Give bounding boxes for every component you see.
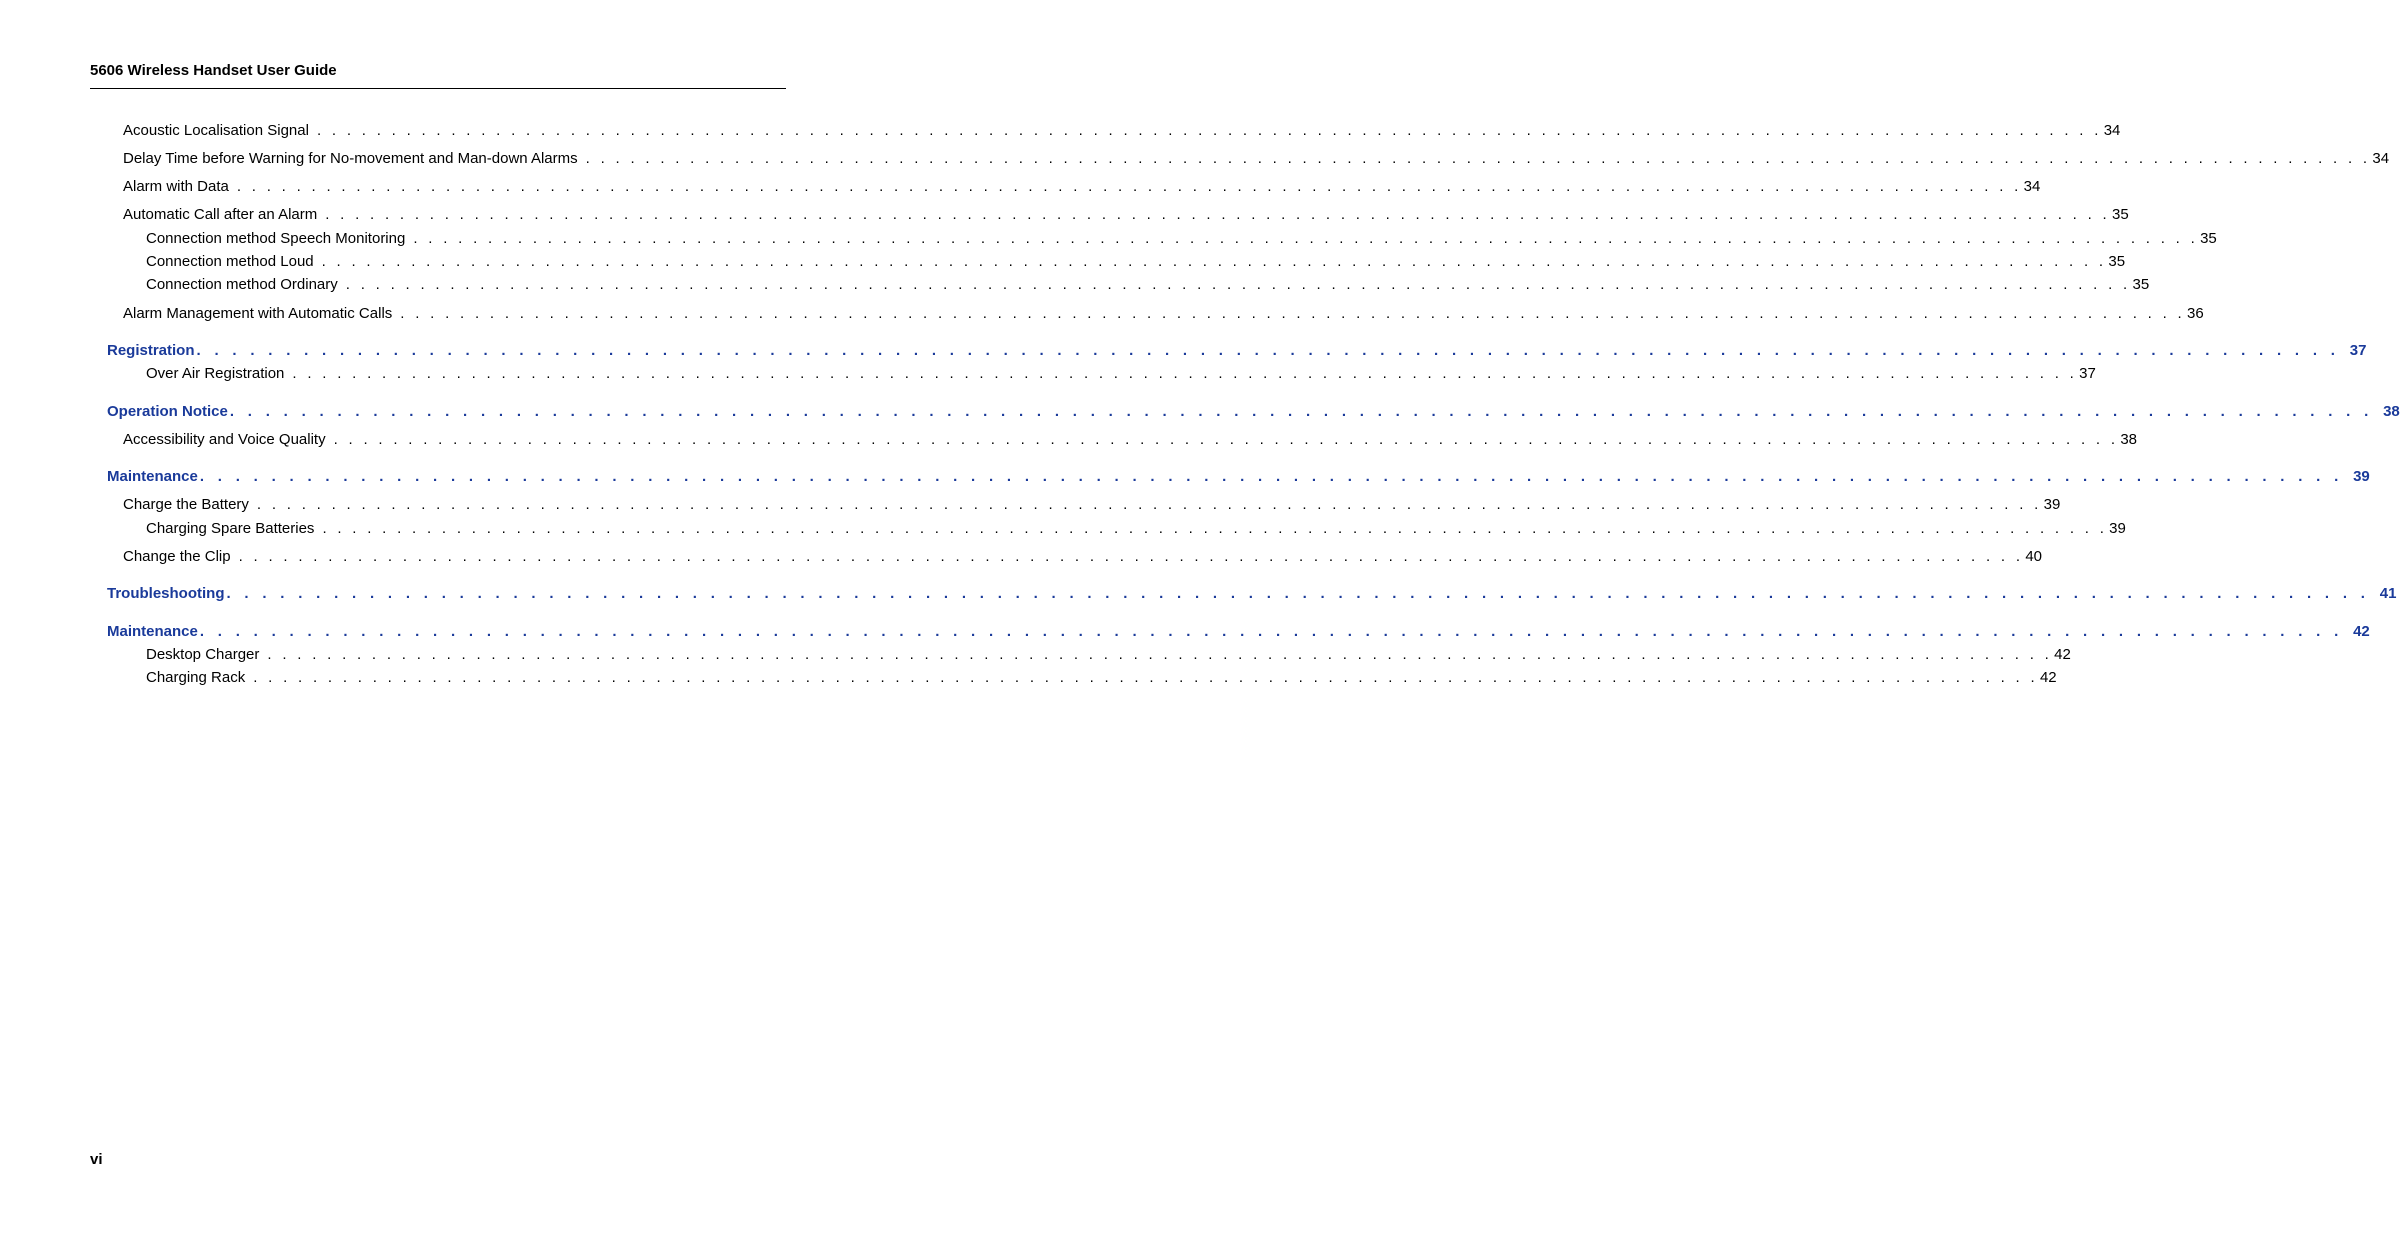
toc-entry[interactable] bbox=[123, 206, 2129, 224]
toc-dot-leader: . . . . . . . . . . . . . . . . . . . . . . . . . . . . . . . . . . . . . . . . . . . . . . . . . . . . . . . . . . . . . . . . . . . . . . . . . . . . . . . . . . . . . . . . . . . . . . . . . . . . . . . . . . . . . . . . . . . . . . . . bbox=[199, 468, 2344, 485]
toc-entry[interactable] bbox=[123, 431, 2138, 449]
toc-entry-title: Charging Rack bbox=[146, 669, 246, 686]
toc-entry-page: 35 bbox=[2132, 276, 2150, 293]
toc-dot-leader: . . . . . . . . . . . . . . . . . . . . . . . . . . . . . . . . . . . . . . . . . . . . . . . . . . . . . . . . . . . . . . . . . . . . . . . . . . . . . . . . . . . . . . . . . . . . . . . . . . . . . . . . . . . . . . . . . . . . . . . . bbox=[345, 276, 2131, 293]
toc-dot-leader: . . . . . . . . . . . . . . . . . . . . . . . . . . . . . . . . . . . . . . . . . . . . . . . . . . . . . . . . . . . . . . . . . . . . . . . . . . . . . . . . . . . . . . . . . . . . . . . . . . . . . . . . . . . . . . . . . . . . . . . . bbox=[292, 365, 2078, 382]
toc-dot-leader: . . . . . . . . . . . . . . . . . . . . . . . . . . . . . . . . . . . . . . . . . . . . . . . . . . . . . . . . . . . . . . . . . . . . . . . . . . . . . . . . . . . . . . . . . . . . . . . . . . . . . . . . . . . . . . . . . . . . . . . . bbox=[253, 669, 2038, 686]
toc-entry-page: 37 bbox=[2349, 342, 2367, 359]
toc-section-entry[interactable] bbox=[107, 585, 2397, 603]
toc-entry[interactable] bbox=[123, 178, 2041, 196]
toc-entry-title: Maintenance bbox=[107, 468, 198, 485]
toc-dot-leader: . . . . . . . . . . . . . . . . . . . . . . . . . . . . . . . . . . . . . . . . . . . . . . . . . . . . . . . . . . . . . . . . . . . . . . . . . . . . . . . . . . . . . . . . . . . . . . . . . . . . . . . . . . . . . . . . . . . . . . . . bbox=[196, 342, 2340, 359]
toc-entry-page: 35 bbox=[2108, 253, 2126, 270]
toc-entry[interactable] bbox=[123, 496, 2061, 514]
toc-entry-page: 38 bbox=[2120, 431, 2138, 448]
toc-entry-title: Maintenance bbox=[107, 623, 198, 640]
toc-section-entry[interactable] bbox=[107, 403, 2400, 421]
toc-entry-title: Acoustic Localisation Signal bbox=[123, 122, 309, 139]
toc-dot-leader: . . . . . . . . . . . . . . . . . . . . . . . . . . . . . . . . . . . . . . . . . . . . . . . . . . . . . . . . . . . . . . . . . . . . . . . . . . . . . . . . . . . . . . . . . . . . . . . . . . . . . . . . . . . . . . . . . . . . . . . . bbox=[236, 178, 2022, 195]
toc-section-entry[interactable] bbox=[107, 623, 2370, 641]
toc-entry-title: Operation Notice bbox=[107, 403, 228, 420]
toc-dot-leader: . . . . . . . . . . . . . . . . . . . . . . . . . . . . . . . . . . . . . . . . . . . . . . . . . . . . . . . . . . . . . . . . . . . . . . . . . . . . . . . . . . . . . . . . . . . . . . . . . . . . . . . . . . . . . . . . . . . . . . . . bbox=[267, 646, 2053, 663]
toc-entry[interactable] bbox=[146, 230, 2217, 248]
toc-entry-title: Registration bbox=[107, 342, 195, 359]
toc-entry-title: Accessibility and Voice Quality bbox=[123, 431, 326, 448]
toc-entry-page: 39 bbox=[2109, 520, 2126, 537]
toc-entry[interactable] bbox=[123, 548, 2042, 566]
toc-entry-title: Alarm Management with Automatic Calls bbox=[123, 305, 393, 322]
toc-entry[interactable] bbox=[146, 276, 2150, 294]
toc-entry-title: Connection method Speech Monitoring bbox=[146, 230, 406, 247]
toc-dot-leader: . . . . . . . . . . . . . . . . . . . . . . . . . . . . . . . . . . . . . . . . . . . . . . . . . . . . . . . . . . . . . . . . . . . . . . . . . . . . . . . . . . . . . . . . . . . . . . . . . . . . . . . . . . . . . . . . . . . . . . . . bbox=[585, 150, 2371, 167]
toc-dot-leader: . . . . . . . . . . . . . . . . . . . . . . . . . . . . . . . . . . . . . . . . . . . . . . . . . . . . . . . . . . . . . . . . . . . . . . . . . . . . . . . . . . . . . . . . . . . . . . . . . . . . . . . . . . . . . . . . . . . . . . . . bbox=[333, 431, 2119, 448]
toc-entry-title: Troubleshooting bbox=[107, 585, 225, 602]
toc-entry[interactable] bbox=[146, 520, 2126, 538]
toc-entry[interactable] bbox=[146, 669, 2057, 687]
toc-entry-page: 34 bbox=[2023, 178, 2041, 195]
toc-entry-page: 39 bbox=[2353, 468, 2370, 485]
toc-dot-leader: . . . . . . . . . . . . . . . . . . . . . . . . . . . . . . . . . . . . . . . . . . . . . . . . . . . . . . . . . . . . . . . . . . . . . . . . . . . . . . . . . . . . . . . . . . . . . . . . . . . . . . . . . . . . . . . . . . . . . . . . bbox=[256, 496, 2042, 513]
toc-entry-page: 40 bbox=[2025, 548, 2042, 565]
toc-dot-leader: . . . . . . . . . . . . . . . . . . . . . . . . . . . . . . . . . . . . . . . . . . . . . . . . . . . . . . . . . . . . . . . . . . . . . . . . . . . . . . . . . . . . . . . . . . . . . . . . . . . . . . . . . . . . . . . . . . . . . . . . bbox=[322, 520, 2108, 537]
toc-entry-title: Desktop Charger bbox=[146, 646, 260, 663]
toc-section-entry[interactable] bbox=[107, 468, 2370, 486]
toc-entry-page: 34 bbox=[2103, 122, 2121, 139]
toc-section-entry[interactable] bbox=[107, 342, 2367, 360]
toc-entry-title: Automatic Call after an Alarm bbox=[123, 206, 318, 223]
toc-dot-leader: . . . . . . . . . . . . . . . . . . . . . . . . . . . . . . . . . . . . . . . . . . . . . . . . . . . . . . . . . . . . . . . . . . . . . . . . . . . . . . . . . . . . . . . . . . . . . . . . . . . . . . . . . . . . . . . . . . . . . . . . bbox=[199, 623, 2344, 640]
toc-entry-page: 38 bbox=[2383, 403, 2400, 420]
toc-entry-page: 42 bbox=[2353, 623, 2370, 640]
toc-entry[interactable] bbox=[123, 122, 2121, 140]
toc-dot-leader: . . . . . . . . . . . . . . . . . . . . . . . . . . . . . . . . . . . . . . . . . . . . . . . . . . . . . . . . . . . . . . . . . . . . . . . . . . . . . . . . . . . . . . . . . . . . . . . . . . . . . . . . . . . . . . . . . . . . . . . . bbox=[316, 122, 2102, 139]
toc-entry-page: 41 bbox=[2379, 585, 2397, 602]
toc-entry[interactable] bbox=[123, 150, 2390, 168]
page-number: vi bbox=[90, 1151, 103, 1168]
toc-entry-title: Over Air Registration bbox=[146, 365, 285, 382]
toc-entry[interactable] bbox=[146, 253, 2126, 271]
toc-entry-page: 42 bbox=[2039, 669, 2057, 686]
toc-entry-title: Charge the Battery bbox=[123, 496, 249, 513]
toc-entry[interactable] bbox=[146, 646, 2071, 664]
toc-dot-leader: . . . . . . . . . . . . . . . . . . . . . . . . . . . . . . . . . . . . . . . . . . . . . . . . . . . . . . . . . . . . . . . . . . . . . . . . . . . . . . . . . . . . . . . . . . . . . . . . . . . . . . . . . . . . . . . . . . . . . . . . bbox=[238, 548, 2024, 565]
toc-entry-page: 35 bbox=[2200, 230, 2217, 247]
toc-entry-title: Change the Clip bbox=[123, 548, 231, 565]
toc-entry[interactable] bbox=[146, 365, 2096, 383]
toc-entry-page: 39 bbox=[2043, 496, 2061, 513]
toc-entry-title: Delay Time before Warning for No-movement and Man-down Alarms bbox=[123, 150, 578, 167]
toc-entry-page: 36 bbox=[2187, 305, 2204, 322]
toc-entry-title: Alarm with Data bbox=[123, 178, 229, 195]
toc-dot-leader: . . . . . . . . . . . . . . . . . . . . . . . . . . . . . . . . . . . . . . . . . . . . . . . . . . . . . . . . . . . . . . . . . . . . . . . . . . . . . . . . . . . . . . . . . . . . . . . . . . . . . . . . . . . . . . . . . . . . . . . . bbox=[229, 403, 2374, 420]
toc-entry-page: 42 bbox=[2054, 646, 2071, 663]
toc-entry-title: Charging Spare Batteries bbox=[146, 520, 315, 537]
toc-entry-page: 37 bbox=[2079, 365, 2096, 382]
toc-dot-leader: . . . . . . . . . . . . . . . . . . . . . . . . . . . . . . . . . . . . . . . . . . . . . . . . . . . . . . . . . . . . . . . . . . . . . . . . . . . . . . . . . . . . . . . . . . . . . . . . . . . . . . . . . . . . . . . . . . . . . . . . bbox=[226, 585, 2370, 602]
toc-dot-leader: . . . . . . . . . . . . . . . . . . . . . . . . . . . . . . . . . . . . . . . . . . . . . . . . . . . . . . . . . . . . . . . . . . . . . . . . . . . . . . . . . . . . . . . . . . . . . . . . . . . . . . . . . . . . . . . . . . . . . . . . bbox=[321, 253, 2107, 270]
toc-dot-leader: . . . . . . . . . . . . . . . . . . . . . . . . . . . . . . . . . . . . . . . . . . . . . . . . . . . . . . . . . . . . . . . . . . . . . . . . . . . . . . . . . . . . . . . . . . . . . . . . . . . . . . . . . . . . . . . . . . . . . . . . bbox=[413, 230, 2199, 247]
toc-entry-page: 34 bbox=[2372, 150, 2390, 167]
toc-dot-leader: . . . . . . . . . . . . . . . . . . . . . . . . . . . . . . . . . . . . . . . . . . . . . . . . . . . . . . . . . . . . . . . . . . . . . . . . . . . . . . . . . . . . . . . . . . . . . . . . . . . . . . . . . . . . . . . . . . . . . . . . bbox=[325, 206, 2110, 223]
toc-entry-title: Connection method Loud bbox=[146, 253, 314, 270]
toc-dot-leader: . . . . . . . . . . . . . . . . . . . . . . . . . . . . . . . . . . . . . . . . . . . . . . . . . . . . . . . . . . . . . . . . . . . . . . . . . . . . . . . . . . . . . . . . . . . . . . . . . . . . . . . . . . . . . . . . . . . . . . . . bbox=[400, 305, 2186, 322]
toc-entry-page: 35 bbox=[2111, 206, 2129, 223]
toc-entry-title: Connection method Ordinary bbox=[146, 276, 338, 293]
toc-entry[interactable] bbox=[123, 305, 2204, 323]
running-header: 5606 Wireless Handset User Guide bbox=[90, 62, 337, 79]
